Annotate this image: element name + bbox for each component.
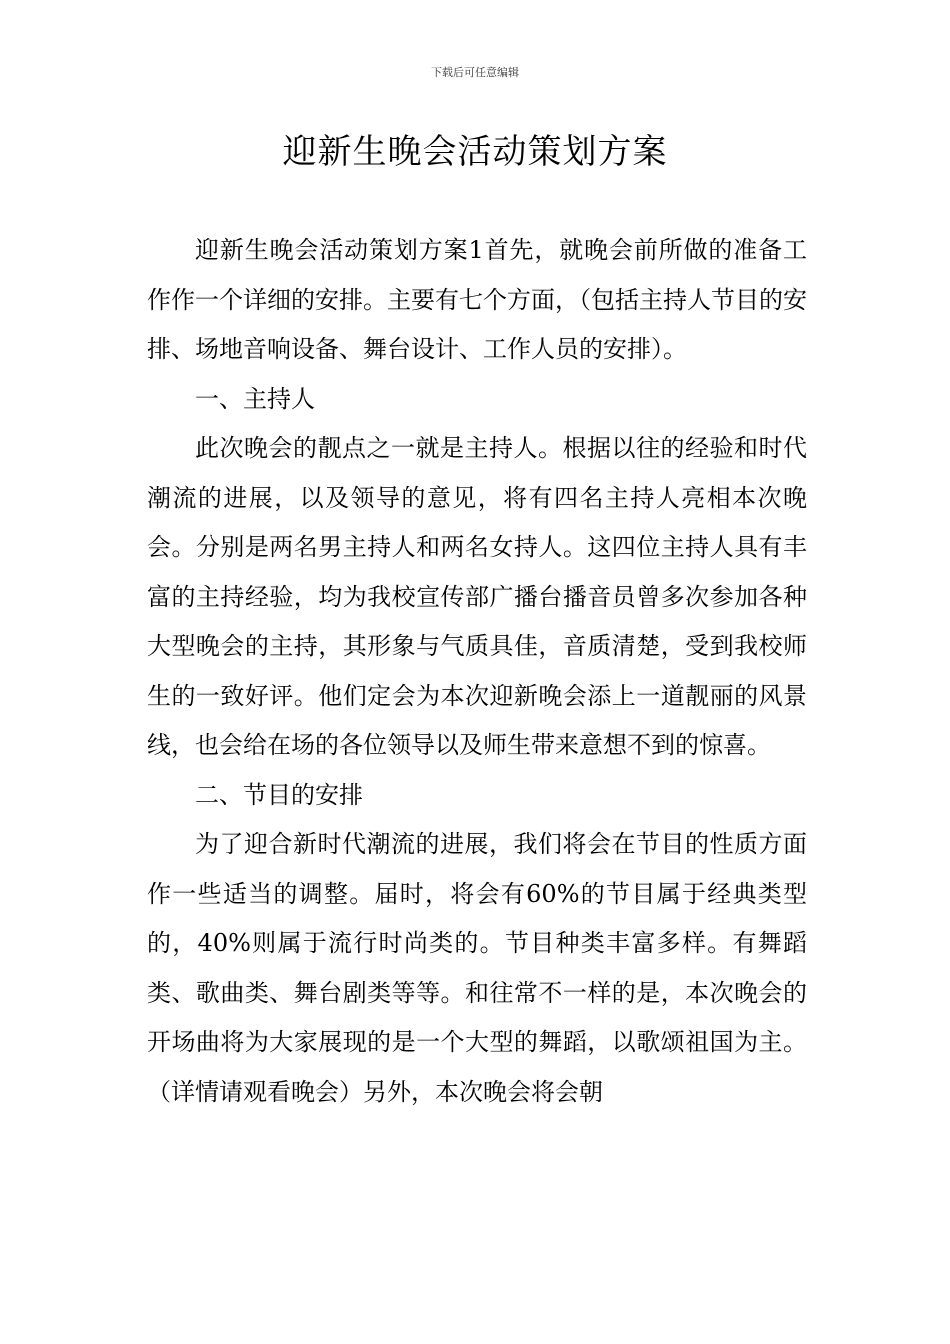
header-note: 下载后可任意编辑 (431, 66, 519, 79)
section-heading-program: 二、节目的安排 (195, 780, 363, 809)
section-heading-host: 一、主持人 (195, 384, 315, 413)
paragraph-host: 此次晚会的靓点之一就是主持人。根据以往的经验和时代潮流的进展，以及领导的意见，将有四名主持人亮相本次晚会。分别是两名男主持人和两名女持人。这四位主持人具有丰富的主持经验，均为我校宣传部广播台播音员曾多次参加各种大型晚会的主持，其形象与气质具佳，音质清楚，受到我校师生的一致好评。他们定会为本次迎新晚会添上一道靓丽的风景线，也会给在场的各位领导以及师生带来意想不到的惊喜。 (147, 434, 807, 759)
paragraph-intro: 迎新生晚会活动策划方案1首先，就晚会前所做的准备工作作一个详细的安排。主要有七个方面，（包括主持人节目的安排、场地音响设备、舞台设计、工作人员的安排）。 (147, 236, 807, 363)
paragraph-program: 为了迎合新时代潮流的进展，我们将会在节目的性质方面作一些适当的调整。届时，将会有60%的节目属于经典类型的，40%则属于流行时尚类的。节目种类丰富多样。有舞蹈类、歌曲类、舞台剧类等等。和往常不一样的是，本次晚会的开场曲将为大家展现的是一个大型的舞蹈，以歌颂祖国为主。（详情请观看晚会）另外，本次晚会将会朝 (147, 830, 807, 1106)
document-title: 迎新生晚会活动策划方案 (282, 132, 668, 172)
document-body (147, 226, 807, 1117)
